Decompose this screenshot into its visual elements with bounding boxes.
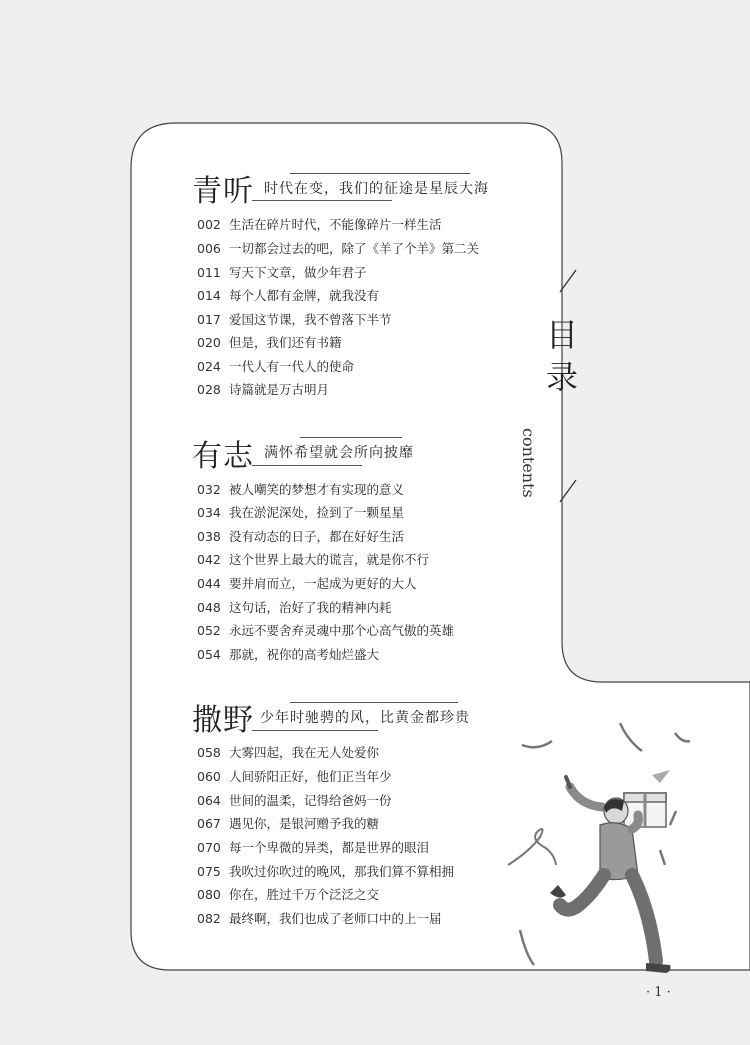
toc-row[interactable] <box>197 333 342 353</box>
toc-page: 080 <box>197 887 221 902</box>
toc-title: 诗篇就是万古明月 <box>229 382 330 397</box>
toc-title: 那就，祝你的高考灿烂盛大 <box>229 647 380 662</box>
toc-row[interactable] <box>197 862 454 882</box>
toc-title: 我吹过你吹过的晚风，那我们算不算相拥 <box>229 864 455 879</box>
toc-row[interactable] <box>197 550 429 570</box>
toc-page: 038 <box>197 529 221 544</box>
toc-title: 这个世界上最大的谎言，就是你不行 <box>229 552 430 567</box>
toc-title: 大雾四起，我在无人处爱你 <box>229 745 380 760</box>
toc-page: 075 <box>197 864 221 879</box>
section-subtitle-2: 满怀希望就会所向披靡 <box>264 445 414 461</box>
toc-page: 060 <box>197 769 221 784</box>
toc-title: 永远不要舍弃灵魂中那个心高气傲的英雄 <box>229 623 455 638</box>
toc-row[interactable] <box>197 598 392 618</box>
toc-title: 一切都会过去的吧，除了《羊了个羊》第二关 <box>229 241 480 256</box>
toc-title: 一代人有一代人的使命 <box>229 359 355 374</box>
toc-row[interactable] <box>197 791 392 811</box>
toc-page: 011 <box>197 265 221 280</box>
toc-title: 人间骄阳正好，他们正当年少 <box>229 769 392 784</box>
toc-row[interactable] <box>197 503 404 523</box>
side-title-mu: 目 <box>546 316 579 354</box>
toc-title: 爱国这节课，我不曾落下半节 <box>229 312 392 327</box>
toc-row[interactable] <box>197 574 417 594</box>
toc-page: 034 <box>197 505 221 520</box>
toc-page: 052 <box>197 623 221 638</box>
toc-row[interactable] <box>197 480 404 500</box>
toc-row[interactable] <box>197 380 329 400</box>
toc-page: 054 <box>197 647 221 662</box>
toc-row[interactable] <box>197 263 367 283</box>
toc-page: 064 <box>197 793 221 808</box>
toc-row[interactable] <box>197 621 454 641</box>
toc-row[interactable] <box>197 767 392 787</box>
section-rule-bottom-2 <box>252 465 362 466</box>
toc-row[interactable] <box>197 743 379 763</box>
toc-title: 遇见你，是银河赠予我的糖 <box>229 816 380 831</box>
toc-row[interactable] <box>197 310 392 330</box>
section-rule-top-1 <box>290 173 470 174</box>
toc-page: 067 <box>197 816 221 831</box>
section-title-2: 有志 <box>192 439 254 474</box>
toc-title: 生活在碎片时代，不能像碎片一样生活 <box>229 217 442 232</box>
toc-page: 020 <box>197 335 221 350</box>
toc-row[interactable] <box>197 239 479 259</box>
toc-page: 042 <box>197 552 221 567</box>
toc-title: 这句话，治好了我的精神内耗 <box>229 600 392 615</box>
toc-row[interactable] <box>197 838 429 858</box>
toc-title: 每一个卑微的异类，都是世界的眼泪 <box>229 840 430 855</box>
toc-row[interactable] <box>197 357 354 377</box>
toc-page: 032 <box>197 482 221 497</box>
toc-page: 048 <box>197 600 221 615</box>
toc-title: 没有动态的日子，都在好好生活 <box>229 529 405 544</box>
toc-page: 014 <box>197 288 221 303</box>
toc-page: 044 <box>197 576 221 591</box>
toc-title: 但是，我们还有书籍 <box>229 335 342 350</box>
toc-page: 058 <box>197 745 221 760</box>
toc-title: 你在，胜过千万个泛泛之交 <box>229 887 380 902</box>
toc-title: 写天下文章，做少年君子 <box>229 265 367 280</box>
side-title-lu: 录 <box>546 358 579 396</box>
page-number: · 1 · <box>646 985 671 1000</box>
toc-page: 082 <box>197 911 221 926</box>
section-title-1: 青听 <box>192 174 254 209</box>
toc-title: 被人嘲笑的梦想才有实现的意义 <box>229 482 405 497</box>
toc-row[interactable] <box>197 885 379 905</box>
toc-page: 024 <box>197 359 221 374</box>
running-boy-with-gift-icon <box>500 715 710 980</box>
section-subtitle-1: 时代在变，我们的征途是星辰大海 <box>264 181 489 197</box>
toc-row[interactable] <box>197 645 379 665</box>
section-subtitle-3: 少年时驰骋的风，比黄金都珍贵 <box>260 710 470 726</box>
section-rule-bottom-1 <box>252 200 392 201</box>
toc-row[interactable] <box>197 286 379 306</box>
section-title-3: 撒野 <box>192 703 254 738</box>
section-rule-top-2 <box>300 437 402 438</box>
toc-row[interactable] <box>197 527 404 547</box>
toc-title: 世间的温柔，记得给爸妈一份 <box>229 793 392 808</box>
toc-row[interactable] <box>197 814 379 834</box>
toc-page: 070 <box>197 840 221 855</box>
side-title-contents: contents <box>519 428 538 498</box>
toc-title: 要并肩而立，一起成为更好的大人 <box>229 576 417 591</box>
toc-page: 017 <box>197 312 221 327</box>
toc-row[interactable] <box>197 215 442 235</box>
toc-title: 最终啊，我们也成了老师口中的上一届 <box>229 911 442 926</box>
toc-page: 006 <box>197 241 221 256</box>
toc-row[interactable] <box>197 909 442 929</box>
toc-title: 每个人都有金牌，就我没有 <box>229 288 380 303</box>
toc-page: 028 <box>197 382 221 397</box>
section-rule-bottom-3 <box>252 730 378 731</box>
section-rule-top-3 <box>290 702 458 703</box>
toc-page: 002 <box>197 217 221 232</box>
toc-title: 我在淤泥深处，捡到了一颗星星 <box>229 505 405 520</box>
